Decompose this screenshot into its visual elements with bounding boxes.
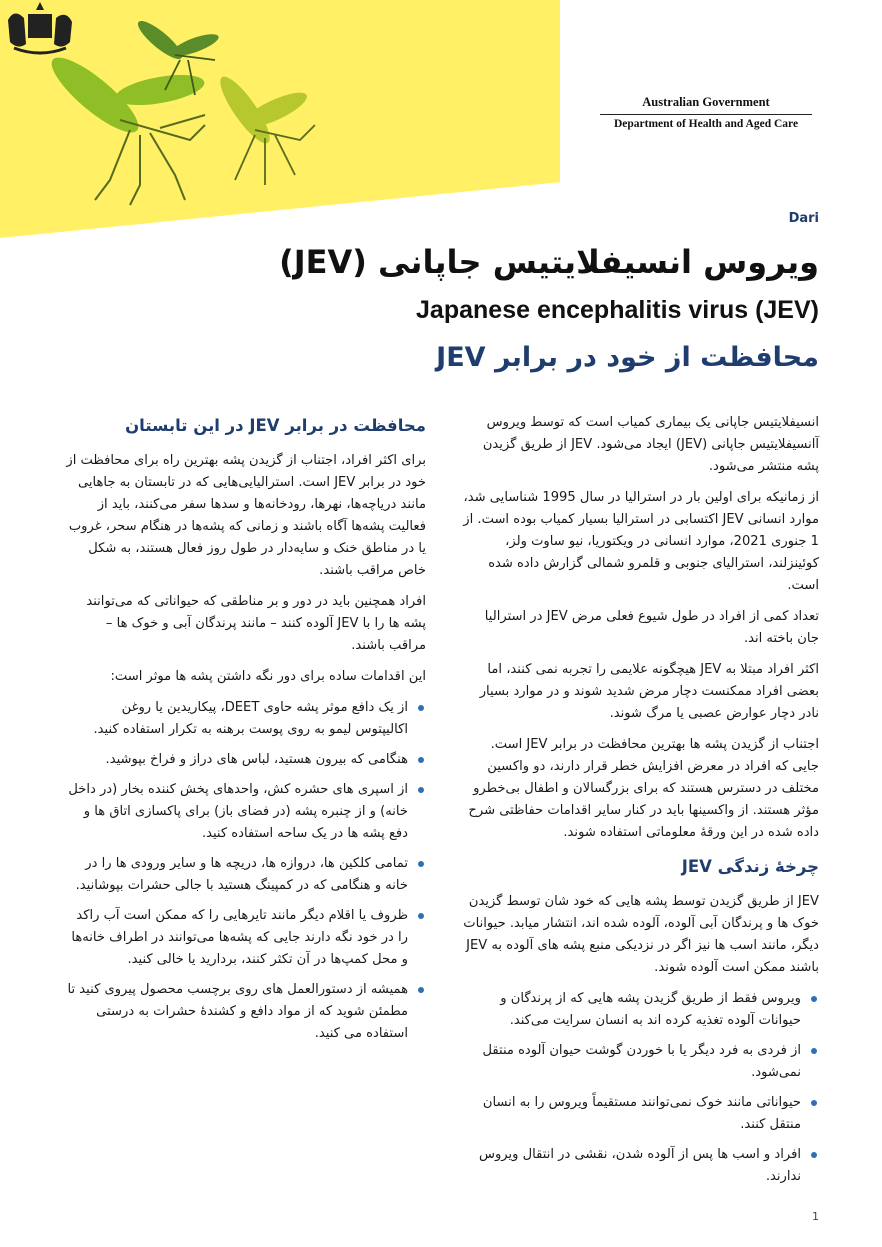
header-banner (0, 0, 882, 240)
paragraph: اجتناب از گزیدن پشه ها بهترین محافظت در برابر JEV است. جایی که افراد در معرض افزایش خطر قرار دارند، دو واکسین مختلف در دسترس هستند که برای بزرگسالان و اطفال بی‌خطرو مؤثر هستند. از واکسینها باید در کنار سایر اقدامات حفاظتی شرح داده شده در این ورقۀ معلوماتی استفاده شوند. (468, 737, 819, 840)
list-item (463, 1092, 801, 1136)
list-item-text: از اسپری های حشره کش، واحدهای پخش کننده بخار (در داخل خانه) و از چنبره پشه (در فضای باز) برای پاکسازی اتاق ها و دفع پشه ها در یک ساحه استفاده کنید. (68, 782, 408, 841)
right-column (463, 412, 819, 1196)
page-subtitle: محافظت از خود در برابر JEV (436, 342, 819, 373)
divider (600, 114, 812, 115)
bullet-icon (811, 1152, 817, 1158)
coat-of-arms-icon (0, 0, 80, 60)
list-item (463, 1040, 801, 1084)
gov-name: Australian Government (642, 95, 770, 109)
paragraph: از زمانیکه برای اولین بار در استرالیا در سال 1995 شناسایی شد، موارد انسانی JEV اکتسابی در استرالیا بسیار کمیاب بوده است. از 1 جنوری 2021، موارد انسانی در ویکتوریا، نیو ساوت ولز، کوئینزلند، استرالیای جنوبی و قلمرو شمالی گزارش داده شده است. (463, 490, 819, 593)
bullet-icon (418, 787, 424, 793)
paragraph: برای اکثر افراد، اجتناب از گزیدن پشه بهترین راه برای محافظت از خود در برابر JEV است. استرالیایی‌هایی که در تابستان به جاهایی مانند دریاچه‌ها، نهرها، رودخانه‌ها و سدها سفر می‌کنند، باید از فعالیت پشه‌ها آگاه باشند و زمانی که پشه‌ها در هنگام سحر، غروب یا در مناطق خنک و سایه‌دار در طول روز فعال هستند، به شکل خاص مراقب باشند. (66, 453, 426, 578)
list-item-text: از فردی به فرد دیگر یا با خوردن گوشت حیوان آلوده منتقل نمی‌شود. (482, 1043, 801, 1080)
list-item (66, 853, 408, 897)
left-column (66, 412, 426, 1053)
paragraph: JEV از طریق گزیدن توسط پشه هایی که خود شان توسط گزیدن خوک ها و پرندگان آبی آلوده، آلوده شده اند، انتشار میابد. حیوانات دیگر، مانند اسب ها نیز اگر در نزدیکی منبع پشه های آلوده به JEV باشند ممکن است آلوده شوند. (463, 894, 819, 975)
list-item (66, 749, 408, 771)
list-item (463, 1144, 801, 1188)
list-item-text: ظروف یا اقلام دیگر مانند تایرهایی را که ممکن است آب راکد را در خود نگه دارند جایی که پشه‌ها می‌توانند در اطراف خانه‌ها و محل کمپ‌ها در آن تکثر کنند، بردارید یا خالی کنید. (71, 908, 408, 967)
list-item-text: حیواناتی مانند خوک نمی‌توانند مستقیماً ویروس را به انسان منتقل کنند. (482, 1095, 801, 1132)
list-item (463, 988, 801, 1032)
list-item-text: از یک دافع موثر پشه حاوی DEET، پیکاریدین یا روغن اکالیپتوس لیمو به روی پوست برهنه به تکرار استفاده کنید. (93, 700, 408, 737)
paragraph: اکثر افراد مبتلا به JEV هیچگونه علایمی را تجربه نمی کنند، اما بعضی افراد ممکنست دچار مرض شدید شوند و در موارد بسیار نادر دچار عوارض عصبی یا مرگ شوند. (479, 662, 819, 721)
bullet-icon (418, 861, 424, 867)
list-item-text: همیشه از دستورالعمل های روی برچسب محصول پیروی کنید تا مطمئن شوید که از مواد دافع و کشندۀ حشرات به درستی استفاده می کنید. (67, 982, 408, 1041)
list-item-text: تمامی کلکین ها، دروازه ها، دریچه ها و سایر ورودی ها را در خانه و هنگامی که در کمپینگ هستید با جالی حشرات بپوشانید. (75, 856, 408, 893)
paragraph: انسیفلایتیس جاپانی یک بیماری کمیاب است که توسط ویروس آانسیفلایتیس جاپانی (JEV) ایجاد می‌شود. JEV از طریق گزیدن پشه منتشر می‌شود. (482, 415, 819, 474)
bullet-icon (418, 757, 424, 763)
paragraph: تعداد کمی از افراد در طول شیوع فعلی مرض JEV در استرالیا جان باخته اند. (484, 609, 819, 646)
bullet-list (66, 697, 426, 1045)
bullet-icon (811, 1100, 817, 1106)
page-title: ویروس انسیفلایتیس جاپانی (JEV) (279, 243, 819, 281)
section-heading: چرخۀ زندگی JEV (681, 857, 819, 876)
bullet-list (463, 988, 819, 1188)
bullet-icon (418, 705, 424, 711)
section-heading: محافظت در برابر JEV در این تابستان (125, 416, 426, 435)
page-number: 1 (812, 1210, 819, 1223)
gov-department: Department of Health and Aged Care (613, 118, 799, 130)
list-item-text: افراد و اسب ها پس از آلوده شدن، نقشی در انتقال ویروس ندارند. (479, 1147, 801, 1184)
bullet-icon (418, 913, 424, 919)
page-title-english: Japanese encephalitis virus (JEV) (416, 296, 819, 324)
bullet-icon (811, 996, 817, 1002)
bullet-icon (418, 987, 424, 993)
list-item (66, 779, 408, 845)
list-item-text: ویروس فقط از طریق گزیدن پشه هایی که از پرندگان و حیوانات آلوده تغذیه کرده اند به انسان سرایت می‌کند. (500, 991, 801, 1028)
paragraph: این اقدامات ساده برای دور نگه داشتن پشه ها موثر است: (110, 669, 426, 684)
list-item (66, 697, 408, 741)
paragraph: افراد همچنین باید در دور و بر مناطقی که حیواناتی که می‌توانند پشه ها را با JEV آلوده کنند – مانند پرندگان آبی و خوک ها – مراقب باشند. (86, 594, 426, 653)
list-item (66, 979, 408, 1045)
bullet-icon (811, 1048, 817, 1054)
language-tag: Dari (788, 211, 819, 226)
list-item (66, 905, 408, 971)
list-item-text: هنگامی که بیرون هستید، لباس های دراز و فراخ بپوشید. (105, 752, 408, 767)
